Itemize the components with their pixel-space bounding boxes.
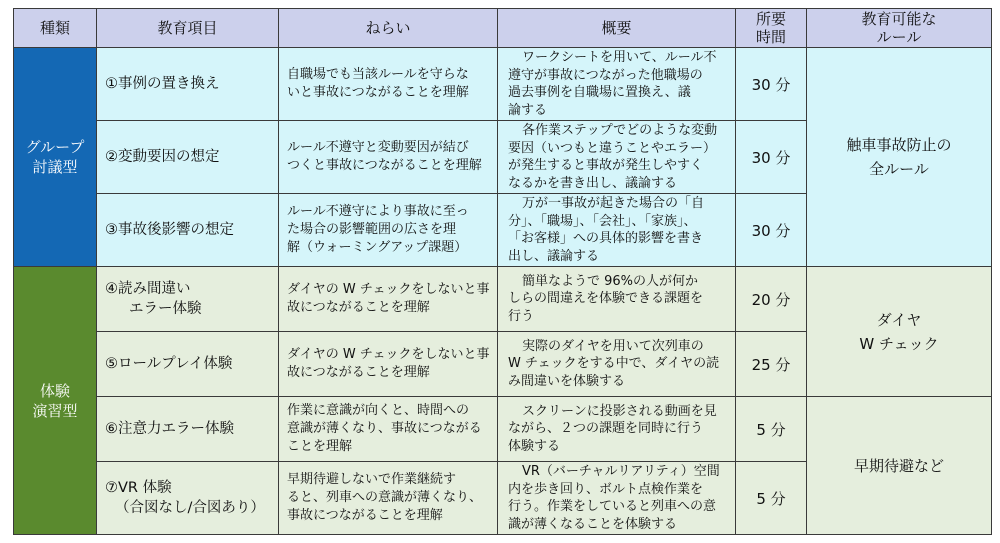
- rule-cell-diagram-w-check: ダイヤ W チェック: [807, 267, 992, 397]
- aim-cell: ダイヤの W チェックをしないと事 故につながることを理解: [279, 332, 498, 397]
- item-cell: ⑦VR 体験 （合図なし/合図あり）: [97, 462, 279, 535]
- education-items-table: [13, 8, 992, 535]
- aim-cell: 早期待避しないで作業継続す ると、列車への意識が薄くなり、 事故につながることを理解: [279, 462, 498, 535]
- item-cell: ⑥注意力エラー体験: [97, 397, 279, 462]
- summary-cell: 実際のダイヤを用いて次列車の W チェックをする中で、ダイヤの読 み間違いを体験する: [498, 332, 736, 397]
- time-cell: 20 分: [736, 267, 807, 332]
- summary-cell: 万が一事故が起きた場合の「自 分」、「職場」、「会社」、「家族」、 「お客様」への具体的影響を書き 出し、議論する: [498, 194, 736, 267]
- time-cell: 30 分: [736, 194, 807, 267]
- aim-cell: 作業に意識が向くと、時間への 意識が薄くなり、事故につながる ことを理解: [279, 397, 498, 462]
- time-cell: 30 分: [736, 121, 807, 194]
- type-experiential: 体験 演習型: [14, 267, 97, 535]
- time-cell: 5 分: [736, 462, 807, 535]
- header-summary: 概要: [498, 9, 736, 48]
- item-cell: ①事例の置き換え: [97, 48, 279, 121]
- time-cell: 5 分: [736, 397, 807, 462]
- summary-cell: VR（バーチャルリアリティ）空間 内を歩き回り、ボルト点検作業を 行う。作業をしていると列車への意 識が薄くなることを体験する: [498, 462, 736, 535]
- aim-cell: ルール不遵守と変動要因が結び つくと事故につながることを理解: [279, 121, 498, 194]
- header-time: 所要 時間: [736, 9, 807, 48]
- rule-cell-all-rules: 触車事故防止の 全ルール: [807, 48, 992, 267]
- rule-cell-early-evacuation: 早期待避など: [807, 397, 992, 535]
- header-rule: 教育可能な ルール: [807, 9, 992, 48]
- table-row: [14, 397, 992, 462]
- summary-cell: ワークシートを用いて、ルール不 遵守が事故につながった他職場の 過去事例を自職場に置換え、議 論する: [498, 48, 736, 121]
- header-aim: ねらい: [279, 9, 498, 48]
- item-cell: ④読み間違い エラー体験: [97, 267, 279, 332]
- table-row: [14, 267, 992, 332]
- summary-cell: 各作業ステップでどのような変動 要因（いつもと違うことやエラー） が発生すると事故が発生しやすく なるかを書き出し、議論する: [498, 121, 736, 194]
- time-cell: 25 分: [736, 332, 807, 397]
- time-cell: 30 分: [736, 48, 807, 121]
- header-row: [14, 9, 992, 48]
- aim-cell: 自職場でも当該ルールを守らな いと事故につながることを理解: [279, 48, 498, 121]
- item-cell: ⑤ロールプレイ体験: [97, 332, 279, 397]
- item-cell: ③事故後影響の想定: [97, 194, 279, 267]
- summary-cell: 簡単なようで 96%の人が何か しらの間違えを体験できる課題を 行う: [498, 267, 736, 332]
- item-cell: ②変動要因の想定: [97, 121, 279, 194]
- aim-cell: ダイヤの W チェックをしないと事 故につながることを理解: [279, 267, 498, 332]
- table-row: [14, 48, 992, 121]
- aim-cell: ルール不遵守により事故に至っ た場合の影響範囲の広さを理 解（ウォーミングアップ課題）: [279, 194, 498, 267]
- header-type: 種類: [14, 9, 97, 48]
- header-item: 教育項目: [97, 9, 279, 48]
- summary-cell: スクリーンに投影される動画を見 ながら、２つの課題を同時に行う 体験する: [498, 397, 736, 462]
- type-group-discussion: グループ 討議型: [14, 48, 97, 267]
